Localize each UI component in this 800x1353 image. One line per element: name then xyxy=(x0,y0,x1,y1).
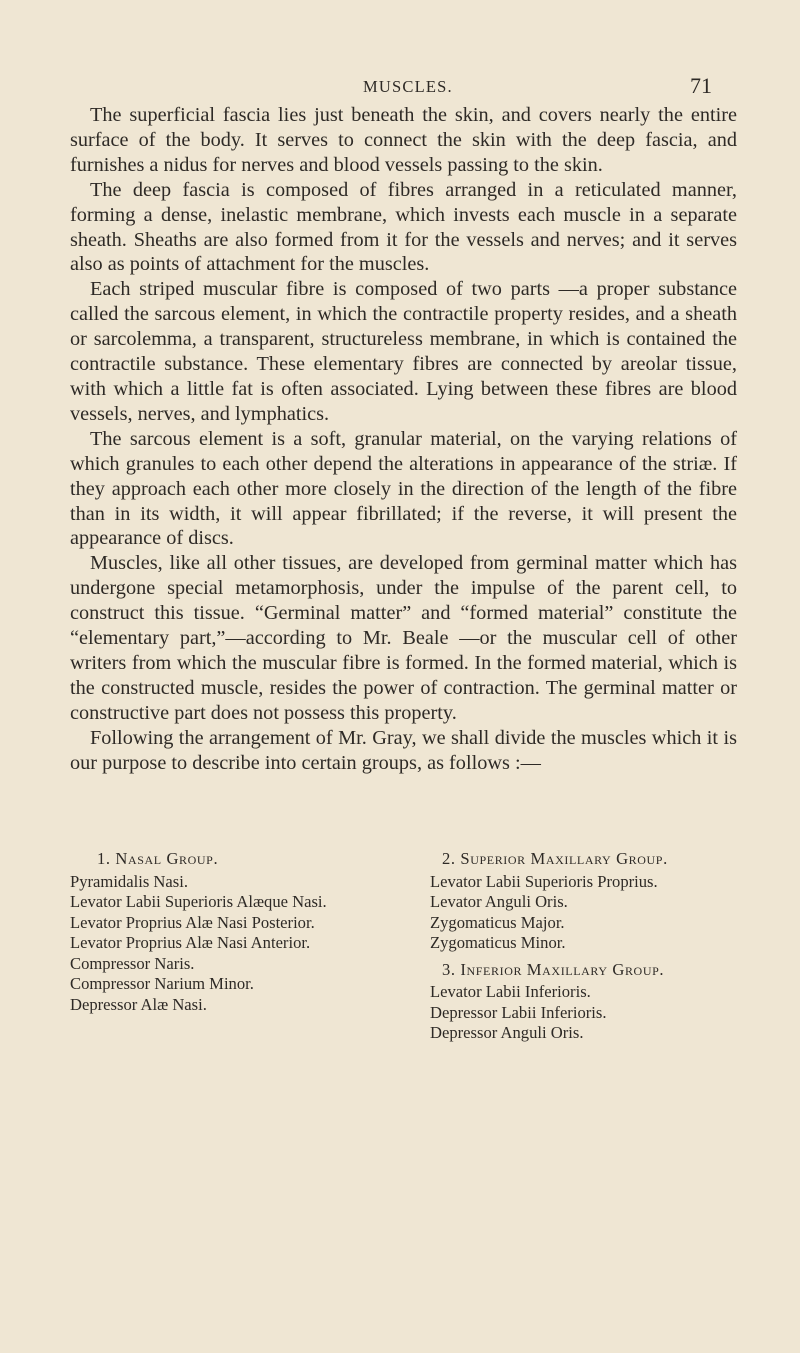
list-item: Levator Labii Superioris Alæque Nasi. xyxy=(70,892,327,911)
list-item: Depressor Labii Inferioris. xyxy=(430,1002,607,1022)
page-number: 71 xyxy=(690,73,712,98)
list-item: Zygomaticus Minor. xyxy=(430,933,566,952)
paragraph: The deep fascia is composed of fibres arranged in a reticulated manner, forming a dense, inelastic membrane, which invests each muscle in a separate sheath. Sheaths are also formed from it for the vessels and nerves; and it serves also as points of attachment for the muscles. xyxy=(70,178,737,276)
inferior-maxillary-group-heading: 3. Inferior Maxillary Group. xyxy=(442,959,665,979)
paragraph: Muscles, like all other tissues, are developed from germinal matter which has undergone special metamorphosis, under the impulse of the parent cell, to construct this tissue. “Germinal matter” and “formed material” constitute the “elementary part,”—according to Mr. Beale —or the muscular cell of other writers from which the muscular fibre is formed. In the formed material, which is the constructed muscle, resides the power of contraction. The germinal matter or constructive part does not possess this property. xyxy=(70,552,737,724)
list-item: Compressor Naris. xyxy=(70,953,195,973)
page-title: MUSCLES. xyxy=(363,77,453,96)
list-item: Zygomaticus Major. xyxy=(430,912,565,932)
list-item: Depressor Anguli Oris. xyxy=(430,1023,584,1042)
muscle-group-lists xyxy=(70,849,740,1079)
maxillary-groups-column xyxy=(430,849,750,1044)
list-item: Levator Anguli Oris. xyxy=(430,892,568,911)
list-item: Levator Labii Inferioris. xyxy=(430,982,591,1001)
paragraph: The superficial fascia lies just beneath the skin, and covers nearly the entire surface of the body. It serves to connect the skin with the deep fascia, and furnishes a nidus for nerves and blood vessels passing to the skin. xyxy=(70,104,737,176)
list-item: Pyramidalis Nasi. xyxy=(70,871,188,891)
list-item: Compressor Narium Minor. xyxy=(70,974,254,993)
paragraph: Each striped muscular fibre is composed of two parts —a proper substance called the sarcous element, in which the contractile property resides, and a sheath or sarcolemma, a transparent, structureless membrane, in which is contained the contractile substance. These elementary fibres are connected by areolar tissue, with which a little fat is often associated. Lying between these fibres are blood vessels, nerves, and lymphatics. xyxy=(70,278,737,425)
superior-maxillary-group-heading: 2. Superior Maxillary Group. xyxy=(442,849,668,868)
list-item: Depressor Alæ Nasi. xyxy=(70,994,207,1014)
nasal-group-column xyxy=(70,849,420,1015)
list-item: Levator Labii Superioris Proprius. xyxy=(430,871,658,891)
running-head xyxy=(0,73,800,101)
body-text xyxy=(70,103,737,775)
paragraph: Following the arrangement of Mr. Gray, we shall divide the muscles which it is our purpose to describe into certain groups, as follows :— xyxy=(70,726,737,774)
list-item: Levator Proprius Alæ Nasi Anterior. xyxy=(70,933,311,952)
list-item: Levator Proprius Alæ Nasi Posterior. xyxy=(70,912,315,932)
nasal-group-heading: 1. Nasal Group. xyxy=(97,849,219,868)
paragraph: The sarcous element is a soft, granular material, on the varying relations of which granules to each other depend the alterations in appearance of the striæ. If they approach each other more closely in the direction of the length of the fibre than in its width, it will appear fibrillated; if the reverse, it will present the appearance of discs. xyxy=(70,427,737,550)
